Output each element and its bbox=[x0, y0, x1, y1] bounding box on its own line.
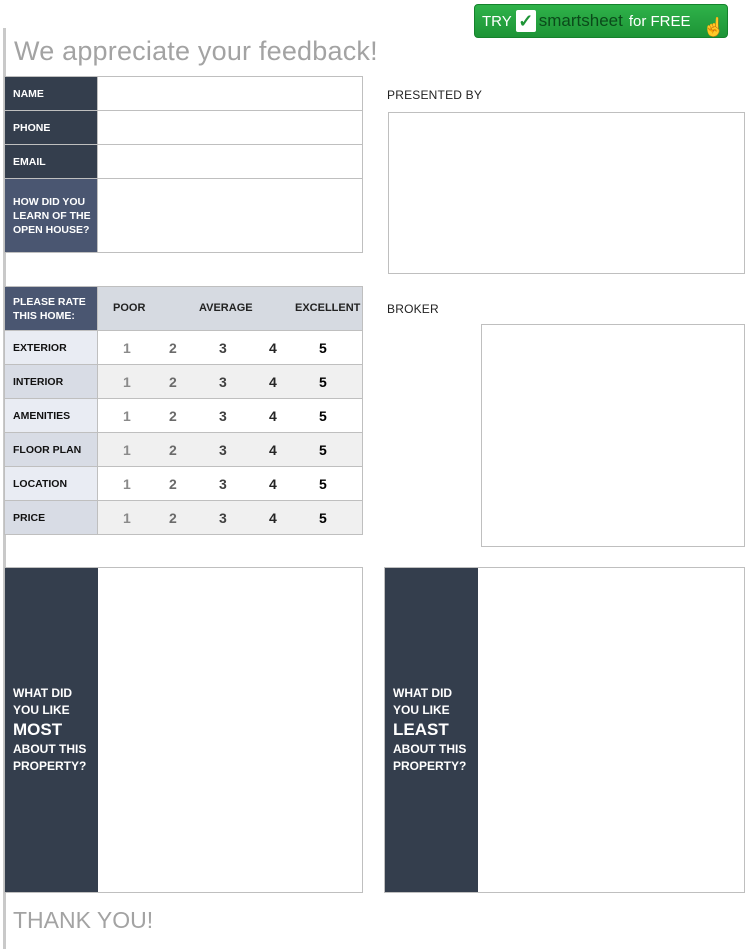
email-field[interactable] bbox=[98, 145, 363, 179]
badge-brand-text: smartsheet bbox=[538, 11, 623, 30]
rating-row-label: EXTERIOR bbox=[5, 331, 98, 365]
page-title: We appreciate your feedback! bbox=[14, 36, 378, 66]
liked-least-field[interactable] bbox=[478, 568, 744, 892]
thank-you-text: THANK YOU! bbox=[13, 907, 154, 933]
poor-label: POOR bbox=[113, 302, 146, 314]
rating-option[interactable]: 4 bbox=[269, 442, 277, 458]
liked-least-emphasis: LEAST bbox=[393, 720, 449, 739]
rating-option[interactable]: 2 bbox=[169, 442, 177, 458]
rating-row-label: LOCATION bbox=[5, 467, 98, 501]
presented-by-box[interactable] bbox=[388, 112, 745, 274]
rating-option[interactable]: 5 bbox=[319, 374, 327, 390]
rating-option[interactable]: 1 bbox=[123, 340, 131, 356]
contact-table bbox=[4, 76, 363, 253]
badge-free-text: for FREE bbox=[628, 12, 691, 30]
rating-option[interactable]: 3 bbox=[219, 340, 227, 356]
presented-by-label: PRESENTED BY bbox=[387, 88, 483, 102]
liked-most-panel bbox=[4, 567, 363, 893]
rating-row bbox=[5, 365, 363, 399]
liked-most-emphasis: MOST bbox=[13, 720, 63, 739]
rating-option[interactable]: 3 bbox=[219, 476, 227, 492]
checkmark-icon: ✓ bbox=[516, 10, 536, 32]
rating-option[interactable]: 1 bbox=[123, 442, 131, 458]
liked-least-panel bbox=[384, 567, 745, 893]
rating-row bbox=[5, 433, 363, 467]
rating-row-label: INTERIOR bbox=[5, 365, 98, 399]
rating-option[interactable]: 3 bbox=[219, 442, 227, 458]
rating-option[interactable]: 4 bbox=[269, 476, 277, 492]
rating-option[interactable]: 2 bbox=[169, 374, 177, 390]
rating-options[interactable] bbox=[98, 399, 363, 433]
try-smartsheet-button[interactable] bbox=[474, 4, 728, 38]
rating-scale-header bbox=[98, 287, 363, 331]
rating-option[interactable]: 3 bbox=[219, 374, 227, 390]
liked-least-label bbox=[385, 568, 478, 892]
rating-option[interactable]: 1 bbox=[123, 476, 131, 492]
rating-option[interactable]: 1 bbox=[123, 374, 131, 390]
phone-label: PHONE bbox=[5, 111, 98, 145]
rating-option[interactable]: 2 bbox=[169, 408, 177, 424]
rating-row bbox=[5, 331, 363, 365]
badge-try-text: TRY bbox=[482, 12, 512, 30]
rating-option[interactable]: 4 bbox=[269, 374, 277, 390]
rating-option[interactable]: 1 bbox=[123, 408, 131, 424]
rating-option[interactable]: 2 bbox=[169, 510, 177, 526]
rating-options[interactable] bbox=[98, 467, 363, 501]
liked-most-pre: WHAT DID YOU LIKE bbox=[13, 686, 73, 717]
liked-most-field[interactable] bbox=[98, 568, 362, 892]
learn-label: HOW DID YOU LEARN OF THE OPEN HOUSE? bbox=[5, 179, 98, 253]
rating-row bbox=[5, 399, 363, 433]
liked-least-post: ABOUT THIS PROPERTY? bbox=[393, 742, 467, 773]
rating-options[interactable] bbox=[98, 433, 363, 467]
rating-option[interactable]: 4 bbox=[269, 408, 277, 424]
broker-box[interactable] bbox=[481, 324, 745, 547]
rating-table bbox=[4, 286, 363, 535]
average-label: AVERAGE bbox=[199, 302, 253, 314]
rating-option[interactable]: 2 bbox=[169, 476, 177, 492]
liked-least-pre: WHAT DID YOU LIKE bbox=[393, 686, 453, 717]
rating-row bbox=[5, 467, 363, 501]
rating-option[interactable]: 5 bbox=[319, 510, 327, 526]
liked-most-label bbox=[5, 568, 98, 892]
hand-cursor-icon: ☝ bbox=[702, 17, 725, 37]
rating-option[interactable]: 3 bbox=[219, 408, 227, 424]
learn-field[interactable] bbox=[98, 179, 363, 253]
rating-row-label: FLOOR PLAN bbox=[5, 433, 98, 467]
broker-label: BROKER bbox=[387, 302, 439, 316]
rating-row-label: AMENITIES bbox=[5, 399, 98, 433]
rating-row bbox=[5, 501, 363, 535]
rating-options[interactable] bbox=[98, 365, 363, 399]
rating-header-label: PLEASE RATE THIS HOME: bbox=[5, 287, 98, 331]
name-label: NAME bbox=[5, 77, 98, 111]
rating-row-label: PRICE bbox=[5, 501, 98, 535]
rating-option[interactable]: 5 bbox=[319, 340, 327, 356]
rating-option[interactable]: 3 bbox=[219, 510, 227, 526]
rating-option[interactable]: 2 bbox=[169, 340, 177, 356]
phone-field[interactable] bbox=[98, 111, 363, 145]
excellent-label: EXCELLENT bbox=[295, 302, 361, 314]
rating-option[interactable]: 4 bbox=[269, 340, 277, 356]
rating-option[interactable]: 5 bbox=[319, 476, 327, 492]
email-label: EMAIL bbox=[5, 145, 98, 179]
name-field[interactable] bbox=[98, 77, 363, 111]
liked-most-post: ABOUT THIS PROPERTY? bbox=[13, 742, 87, 773]
rating-option[interactable]: 5 bbox=[319, 408, 327, 424]
rating-option[interactable]: 4 bbox=[269, 510, 277, 526]
rating-options[interactable] bbox=[98, 331, 363, 365]
rating-options[interactable] bbox=[98, 501, 363, 535]
rating-option[interactable]: 5 bbox=[319, 442, 327, 458]
rating-option[interactable]: 1 bbox=[123, 510, 131, 526]
